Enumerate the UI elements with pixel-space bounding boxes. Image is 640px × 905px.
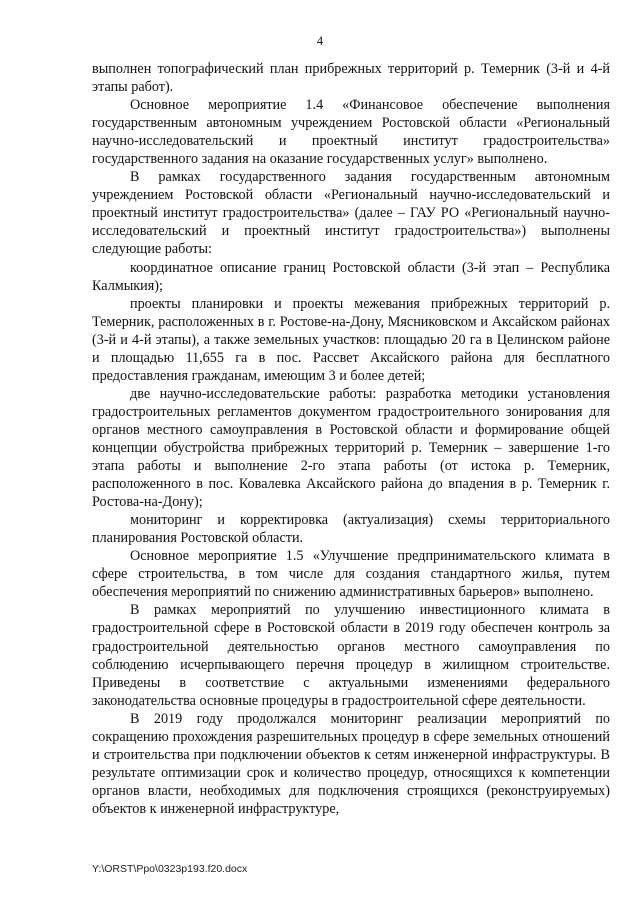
paragraph: проекты планировки и проекты межевания прибрежных территорий р. Темерник, расположенных в г. Ростове-на-Дону, Мясниковском и Аксайском районах (3-й и 4-й этапы), а также земельных участков: площадью 20 га в Целинском районе и площадью 11,655 га в пос. Рассвет Аксайского района для бесплатного предоставления гражданам, имеющим 3 и более детей; [92, 295, 610, 384]
page-number: 4 [316, 34, 324, 48]
paragraph: две научно-исследовательские работы: разработка методики установления градостроительных регламентов документом градостроительного зонирования для органов местного самоуправления в Ростовской области и формирование общей концепции обустройства прибрежных территорий р. Темерник – завершение 1-го этапа работы и выполнение 2-го этапа работы (от истока р. Темерник, расположенного в пос. Ковалевка Аксайского района до впадения в р. Темерник г. Ростова-на-Дону); [92, 385, 610, 511]
paragraph: В 2019 году продолжался мониторинг реализации мероприятий по сокращению прохождения разрешительных процедур в сфере земельных отношений и строительства при подключении объектов к сетям инженерной инфраструктуры. В результате оптимизации срок и количество процедур, относящихся к компетенции органов власти, необходимых для подключения строящихся (реконструируемых) объектов к инженерной инфраструктуре, [92, 710, 610, 817]
paragraph: координатное описание границ Ростовской области (3-й этап – Республика Калмыкия); [92, 259, 610, 294]
paragraph: выполнен топографический план прибрежных территорий р. Темерник (3-й и 4-й этапы работ). [92, 61, 610, 96]
document-body [92, 60, 610, 818]
paragraph: В рамках государственного задания государственным автономным учреждением Ростовской области «Региональный научно-исследовательский и проектный институт градостроительства» (далее – ГАУ РО «Региональный научно-исследовательский и проектный институт градостроительства») выполнены следующие работы: [92, 169, 610, 258]
paragraph: В рамках мероприятий по улучшению инвестиционного климата в градостроительной сфере в Ростовской области в 2019 году обеспечен контроль за градостроительной деятельностью органов местного самоуправления по соблюдению исчерпывающего перечня процедур в жилищном строительстве. Приведены в соответствие с актуальными изменениями федерального законодательства основные процедуры в градостроительной сфере деятельности. [92, 602, 610, 709]
paragraph: Основное мероприятие 1.5 «Улучшение предпринимательского климата в сфере строительства, в том числе для создания стандартного жилья, путем обеспечения мероприятий по снижению административных барьеров» выполнено. [92, 548, 610, 601]
paragraph: мониторинг и корректировка (актуализация) схемы территориального планирования Ростовской области. [92, 512, 610, 547]
footer-file-path: Y:\ORST\Ppo\0323p193.f20.docx [92, 863, 248, 875]
paragraph: Основное мероприятие 1.4 «Финансовое обеспечение выполнения государственным автономным учреждением Ростовской области «Региональный научно-исследовательский и проектный институт градостроительства» государственного задания на оказание государственных услуг» выполнено. [92, 97, 610, 168]
